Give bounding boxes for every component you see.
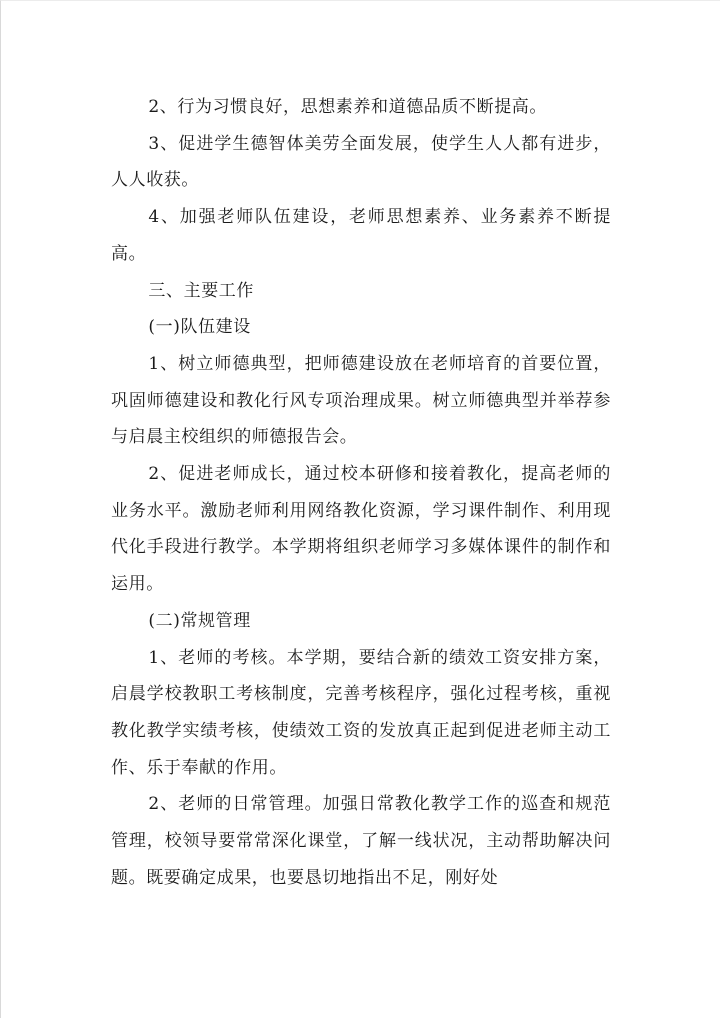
subsection-heading-team-building: (一)队伍建设 — [148, 317, 251, 338]
paragraph-team-1: 1、树立师德典型，把师德建设放在老师培育的首要位置，巩固师德建设和教化行风专项治理成果。树立师德典型并举荐参与启晨主校组织的师德报告会。 — [111, 353, 611, 448]
section-heading-main-work: 三、主要工作 — [148, 280, 254, 301]
paragraph-goal-2: 2、行为习惯良好，思想素养和道德品质不断提高。 — [148, 97, 548, 117]
paragraph-team-2: 2、促进老师成长，通过校本研修和接着教化，提高老师的业务水平。激励老师利用网络教化资源，学习课件制作、利用现代化手段进行教学。本学期将组织老师学习多媒体课件的制作和运用。 — [111, 464, 611, 595]
paragraph-routine-2: 2、老师的日常管理。加强日常教化教学工作的巡查和规范管理，校领导要常常深化课堂，了解一线状况，主动帮助解决问题。既要确定成果，也要恳切地指出不足，刚好处 — [111, 794, 611, 888]
subsection-heading-routine-management: (二)常规管理 — [148, 610, 251, 631]
paragraph-goal-4: 4、加强老师队伍建设，老师思想素养、业务素养不断提高。 — [111, 207, 611, 264]
paragraph-routine-1: 1、老师的考核。本学期，要结合新的绩效工资安排方案，启晨学校教职工考核制度，完善考核程序，强化过程考核，重视教化教学实绩考核，使绩效工资的发放真正起到促进老师主动工作、乐于奉献的作用。 — [111, 647, 611, 778]
paragraph-goal-3: 3、促进学生德智体美劳全面发展，使学生人人都有进步，人人收获。 — [111, 133, 611, 191]
document-body — [111, 89, 611, 896]
